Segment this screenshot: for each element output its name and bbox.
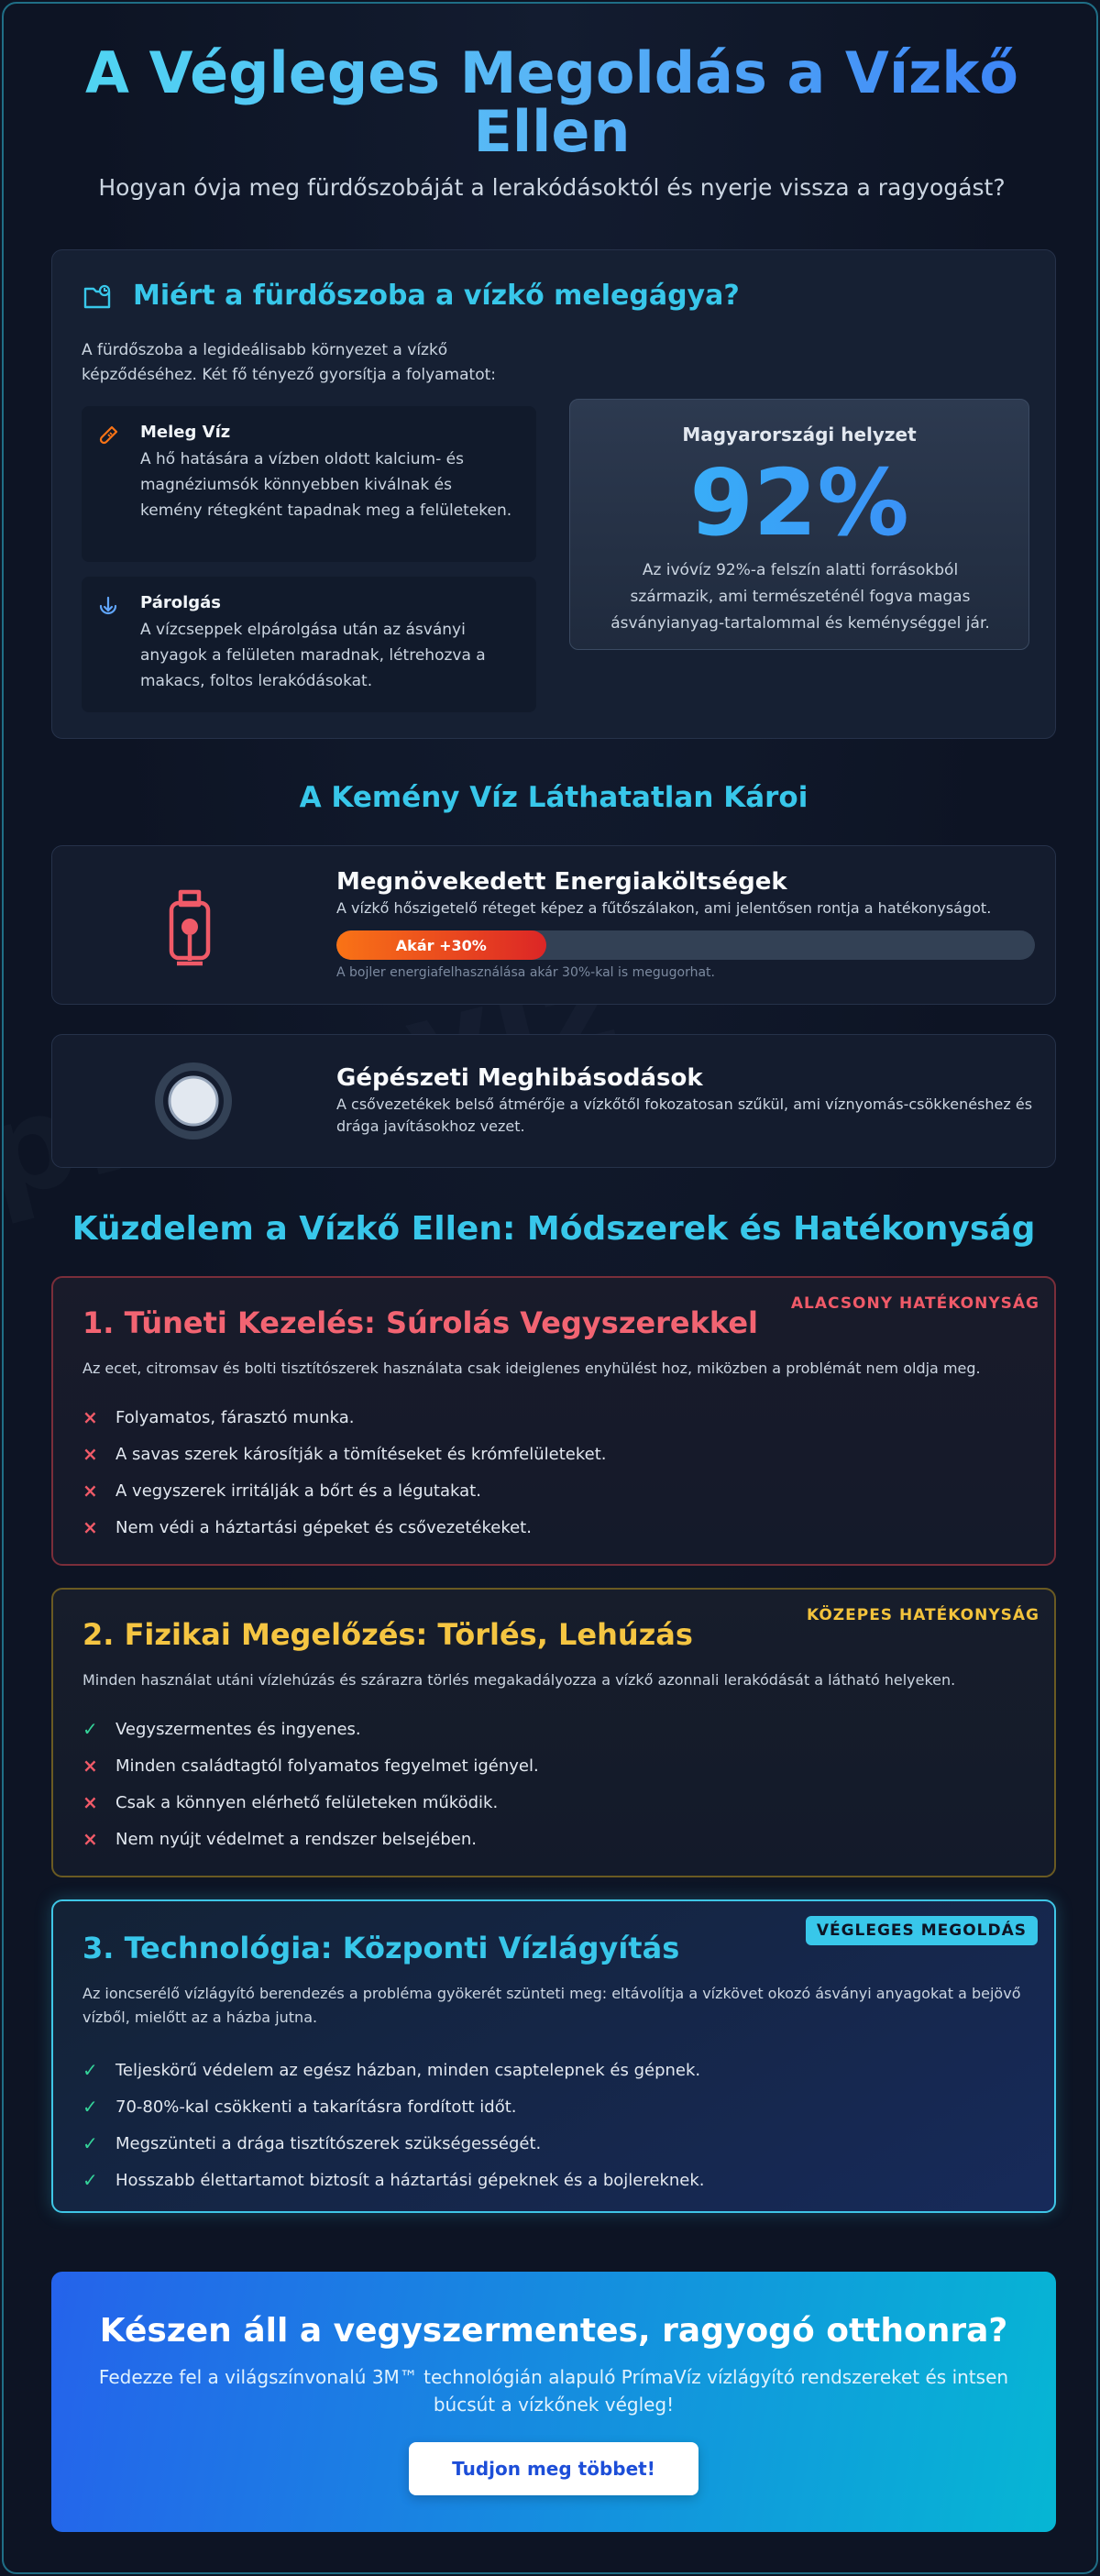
method-points xyxy=(82,2052,1027,2198)
point-text: A vegyszerek irritálják a bőrt és a légutakat. xyxy=(116,1481,481,1501)
energy-progress-fill: Akár +30% xyxy=(336,930,546,960)
method-desc: Az ioncserélő vízlágyító berendezés a probléma gyökerét szünteti meg: eltávolítja a vízkövet okozó ásványi anyagokat a bejövő vízből, mielőtt az a házba jutna. xyxy=(82,1985,1021,2026)
list-item xyxy=(82,1436,1027,1472)
point-text: 70-80%-kal csökkenti a takarításra fordított időt. xyxy=(116,2097,517,2117)
why-title: Miért a fürdőszoba a vízkő melegágya? xyxy=(133,280,740,312)
list-item xyxy=(82,1821,1027,1857)
factor-title: Meleg Víz xyxy=(140,423,231,442)
method-title: 3. Technológia: Központi Vízlágyítás xyxy=(82,1931,680,1965)
list-item xyxy=(82,1472,1027,1509)
cross-icon: × xyxy=(82,1755,98,1777)
cross-icon: × xyxy=(82,1443,98,1465)
method-title: 2. Fizikai Megelőzés: Törlés, Lehúzás xyxy=(82,1617,693,1652)
point-text: Teljeskörű védelem az egész házban, minden csaptelepnek és gépnek. xyxy=(116,2060,701,2080)
why-intro: A fürdőszoba a legideálisabb környezet a vízkő képződéséhez. Két fő tényező gyorsítja a folyamatot: xyxy=(82,341,496,384)
method-points xyxy=(82,1399,1027,1546)
energy-progress-bar xyxy=(336,930,1035,960)
page-subtitle: Hogyan óvja meg fürdőszobáját a lerakódásoktól és nyerje vissza a ragyogást? xyxy=(98,174,1006,201)
thermometer-icon xyxy=(96,424,120,448)
point-text: Vegyszermentes és ingyenes. xyxy=(116,1719,361,1739)
list-item xyxy=(82,2125,1027,2162)
damage-card-mechanical xyxy=(51,1034,1056,1168)
point-text: Nem védi a háztartási gépeket és csővezetékeket. xyxy=(116,1517,532,1537)
cta-text: Fedezze fel a világszínvonalú 3M™ technológián alapuló PrímaVíz vízlágyító rendszereket és intsen búcsút a vízkőnek végleg! xyxy=(98,2366,1009,2416)
list-item xyxy=(82,2162,1027,2198)
stat-text: Az ivóvíz 92%-a felszín alatti forrásokból származik, ami természeténél fogva magas ásványianyag-tartalommal és keménységgel jár. xyxy=(610,561,990,633)
point-text: Hosszabb élettartamot biztosít a háztartási gépeknek és a bojlereknek. xyxy=(116,2170,705,2190)
point-text: Nem nyújt védelmet a rendszer belsejében. xyxy=(116,1829,478,1849)
list-item xyxy=(82,1784,1027,1821)
page-title: A Végleges Megoldás a Vízkő Ellen xyxy=(59,44,1045,161)
factor-text: A hő hatására a vízben oldott kalcium- és magnéziumsók könnyebben kiválnak és kemény rétegként tapadnak meg a felületeken. xyxy=(140,450,512,520)
final-solution-badge: VÉGLEGES MEGOLDÁS xyxy=(806,1916,1038,1945)
cross-icon: × xyxy=(82,1406,98,1428)
point-text: A savas szerek károsítják a tömítéseket és krómfelületeket. xyxy=(116,1444,607,1464)
point-text: Megszünteti a drága tisztítószerek szükségességét. xyxy=(116,2133,542,2153)
method-points xyxy=(82,1711,1027,1857)
method-card-chemical xyxy=(51,1276,1056,1566)
list-item xyxy=(82,2088,1027,2125)
check-icon: ✓ xyxy=(82,2132,98,2154)
factor-title: Párolgás xyxy=(140,593,222,612)
cta-title: Készen áll a vegyszermentes, ragyogó otthonra? xyxy=(99,2312,1008,2350)
list-item xyxy=(82,1509,1027,1546)
factor-evaporation xyxy=(82,577,536,712)
damage-text: A csővezetékek belső átmérője a vízkőtől fokozatosan szűkül, ami víznyomás-csökkenéshez és drága javításokhoz vezet. xyxy=(336,1095,1033,1135)
damage-card-energy xyxy=(51,845,1056,1005)
why-section-card xyxy=(51,249,1056,739)
stat-value: 92% xyxy=(570,453,1028,554)
evaporation-icon xyxy=(96,595,120,619)
hungary-stat-box xyxy=(569,399,1029,650)
damage-title: Megnövekedett Energiaköltségek xyxy=(336,868,787,896)
factor-hot-water xyxy=(82,406,536,562)
list-item xyxy=(82,1711,1027,1747)
point-text: Folyamatos, fárasztó munka. xyxy=(116,1407,355,1427)
check-icon: ✓ xyxy=(82,2059,98,2081)
efficiency-badge: ALACSONY HATÉKONYSÁG xyxy=(790,1294,1040,1313)
cross-icon: × xyxy=(82,1516,98,1538)
efficiency-badge: KÖZEPES HATÉKONYSÁG xyxy=(806,1606,1040,1624)
point-text: Csak a könnyen elérhető felületeken működik. xyxy=(116,1792,499,1812)
cta-banner xyxy=(51,2272,1056,2532)
method-desc: Minden használat utáni vízlehúzás és szárazra törlés megakadályozza a vízkő azonnali lerakódását a látható helyeken. xyxy=(82,1671,956,1689)
pipe-cross-section-icon xyxy=(148,1055,239,1147)
list-item xyxy=(82,1747,1027,1784)
check-icon: ✓ xyxy=(82,1718,98,1740)
cross-icon: × xyxy=(82,1791,98,1813)
learn-more-button[interactable]: Tudjon meg többet! xyxy=(409,2442,698,2495)
stat-label: Magyarországi helyzet xyxy=(682,424,917,446)
methods-section-title: Küzdelem a Vízkő Ellen: Módszerek és Hatékonyság xyxy=(72,1210,1036,1248)
damage-text: A vízkő hőszigetelő réteget képez a fűtőszálakon, ami jelentősen rontja a hatékonyságot. xyxy=(336,899,992,917)
method-card-technology xyxy=(51,1899,1056,2213)
check-icon: ✓ xyxy=(82,2169,98,2191)
energy-note: A bojler energiafelhasználása akár 30%-kal is megugorhat. xyxy=(336,965,715,980)
check-icon: ✓ xyxy=(82,2096,98,2118)
list-item xyxy=(82,2052,1027,2088)
boiler-icon xyxy=(164,888,215,967)
damage-title: Gépészeti Meghibásodások xyxy=(336,1064,703,1092)
method-desc: Az ecet, citromsav és bolti tisztítószerek használata csak ideiglenes enyhülést hoz, miközben a problémát nem oldja meg. xyxy=(82,1360,981,1377)
cross-icon: × xyxy=(82,1828,98,1850)
method-title: 1. Tüneti Kezelés: Súrolás Vegyszerekkel xyxy=(82,1305,758,1340)
list-item xyxy=(82,1399,1027,1436)
folder-refresh-icon xyxy=(82,280,115,313)
damage-section-title: A Kemény Víz Láthatatlan Károi xyxy=(299,781,808,814)
method-card-physical xyxy=(51,1588,1056,1877)
factor-text: A vízcseppek elpárolgása után az ásványi anyagok a felületen maradnak, létrehozva a makacs, foltos lerakódásokat. xyxy=(140,621,486,690)
page-frame xyxy=(2,2,1098,2574)
cross-icon: × xyxy=(82,1480,98,1502)
point-text: Minden családtagtól folyamatos fegyelmet igényel. xyxy=(116,1756,539,1776)
